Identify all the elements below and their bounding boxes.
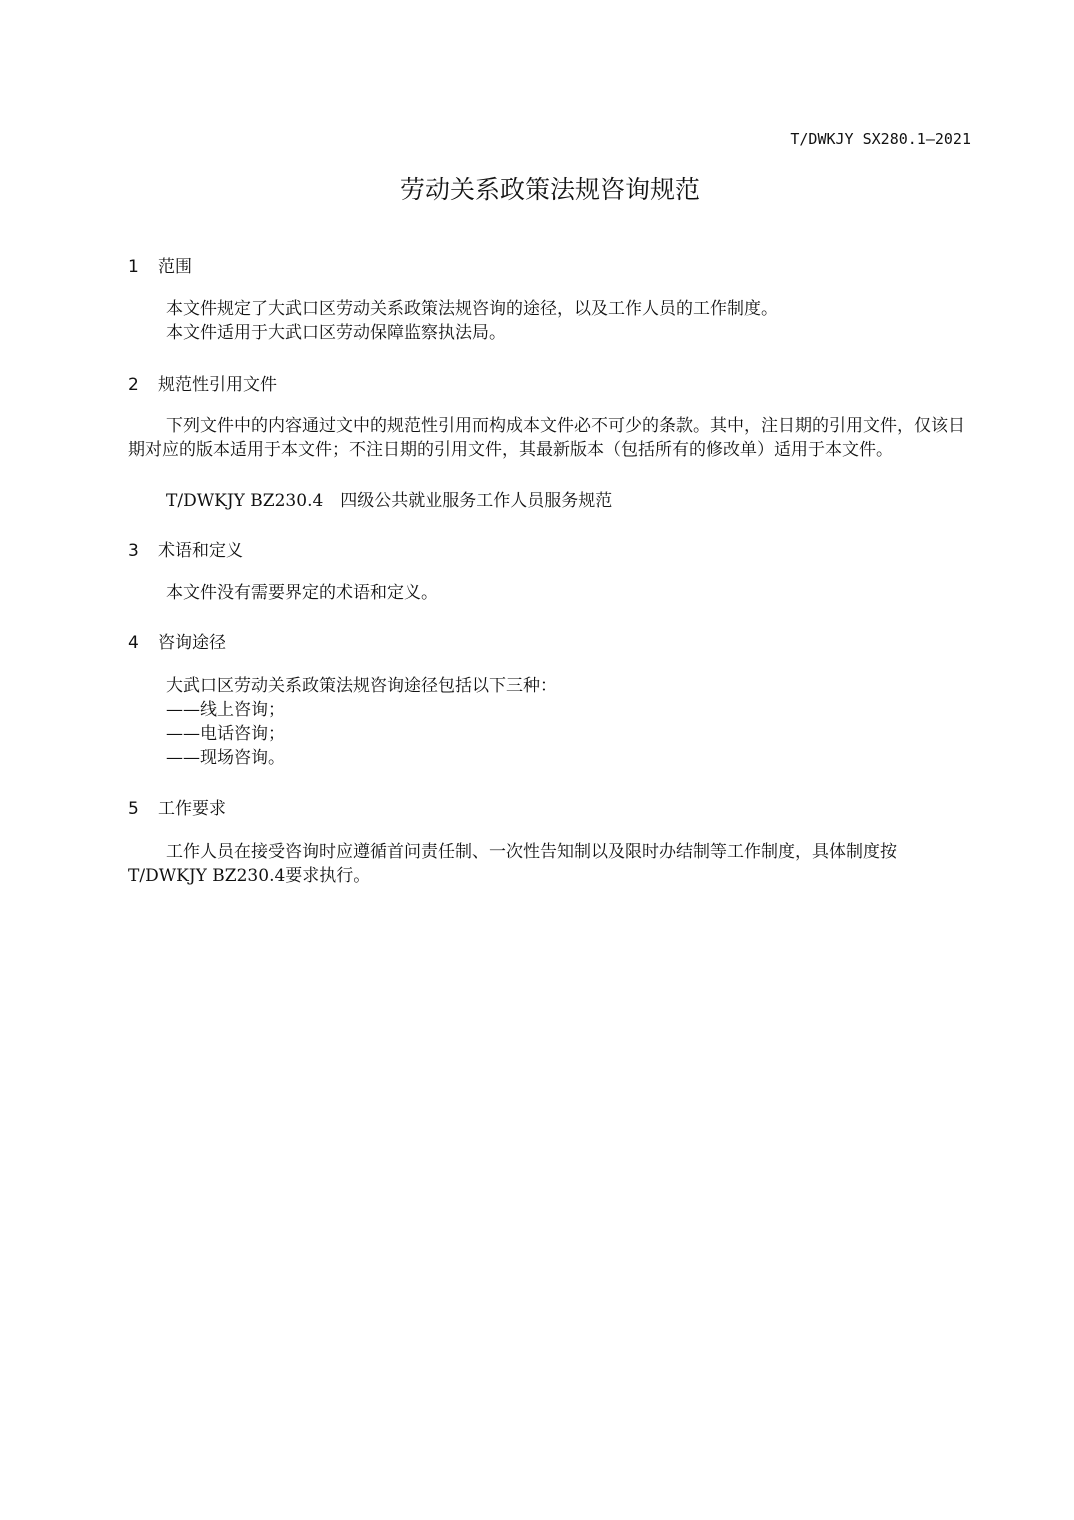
section-number: 1	[128, 257, 139, 277]
section-heading-terms	[128, 536, 243, 561]
section-title: 范围	[158, 257, 192, 277]
section-heading-consultation-channels	[128, 628, 226, 653]
paragraph: 大武口区劳动关系政策法规咨询途径包括以下三种：	[166, 676, 557, 696]
section-heading-normative-references	[128, 370, 277, 395]
section-number: 4	[128, 633, 139, 653]
paragraph: 本文件没有需要界定的术语和定义。	[166, 583, 438, 603]
section-heading-scope	[128, 252, 192, 277]
section-number: 2	[128, 375, 139, 395]
list-item: ——现场咨询。	[166, 748, 285, 768]
paragraph: 工作人员在接受咨询时应遵循首问责任制、一次性告知制以及限时办结制等工作制度，具体制度按T/DWKJY BZ230.4要求执行。	[128, 842, 897, 886]
document-title: 劳动关系政策法规咨询规范	[399, 175, 700, 204]
section-number: 5	[128, 799, 139, 819]
section-title: 工作要求	[158, 799, 226, 819]
section-title: 咨询途径	[158, 633, 226, 653]
list-item: ——电话咨询；	[166, 724, 285, 744]
document-code: T/DWKJY SX280.1—2021	[790, 130, 971, 148]
section-number: 3	[128, 541, 139, 561]
list-item: ——线上咨询；	[166, 700, 285, 720]
section-title: 规范性引用文件	[158, 375, 277, 395]
paragraph: 下列文件中的内容通过文中的规范性引用而构成本文件必不可少的条款。其中，注日期的引用文件，仅该日期对应的版本适用于本文件；不注日期的引用文件，其最新版本（包括所有的修改单）适用于本文件。	[128, 416, 965, 460]
reference-entry: T/DWKJY BZ230.4 四级公共就业服务工作人员服务规范	[166, 491, 613, 511]
section-title: 术语和定义	[158, 541, 243, 561]
section-heading-work-requirements	[128, 794, 226, 819]
paragraph: 本文件适用于大武口区劳动保障监察执法局。	[166, 323, 506, 343]
paragraph: 本文件规定了大武口区劳动关系政策法规咨询的途径，以及工作人员的工作制度。	[166, 299, 778, 319]
